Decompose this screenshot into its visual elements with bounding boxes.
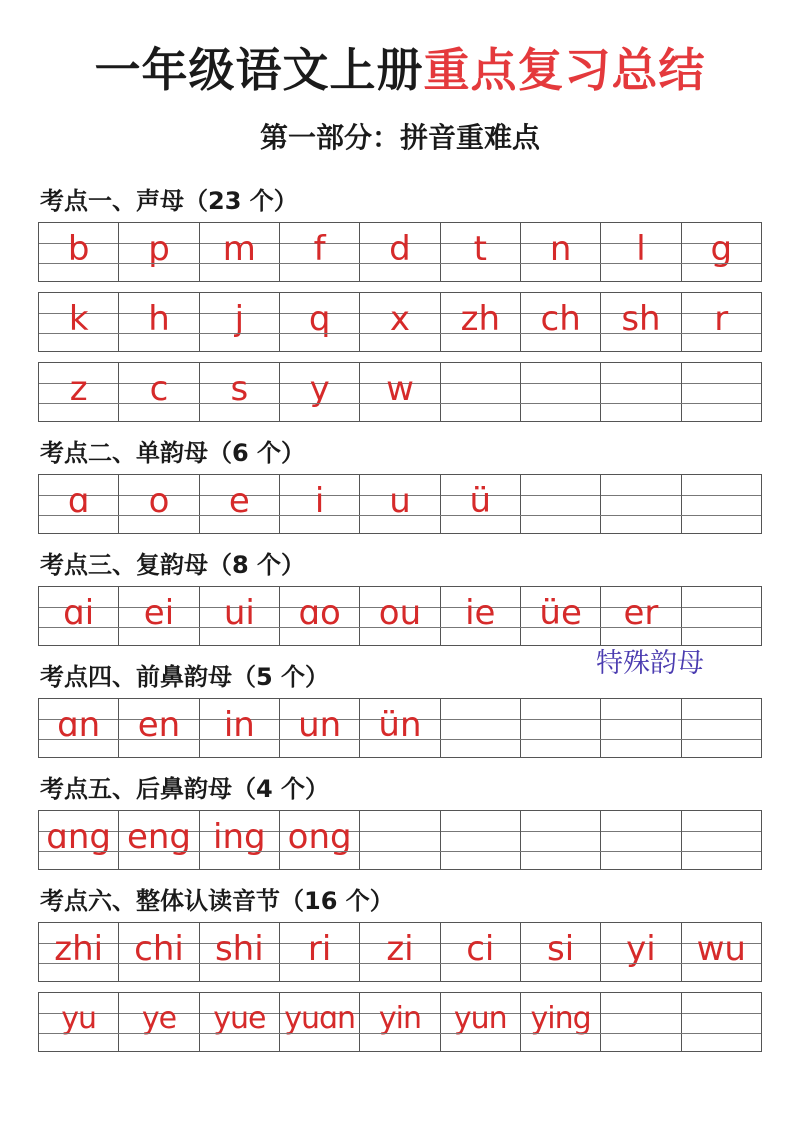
grid-cell [521, 811, 601, 869]
grid-cell [119, 363, 199, 421]
pinyin-text: w [386, 369, 414, 409]
grid-cell [280, 363, 360, 421]
pinyin-text: chi [134, 929, 184, 969]
pinyin-text: k [68, 299, 89, 339]
grid-cell [119, 993, 199, 1051]
pinyin-grid-initials-row3 [38, 362, 762, 422]
grid-cell [39, 223, 119, 281]
pinyin-grid-whole-syllables-row1 [38, 922, 762, 982]
pinyin-text: d [389, 229, 411, 269]
grid-cell [280, 923, 360, 981]
pinyin-text: m [222, 229, 256, 269]
grid-cell [441, 293, 521, 351]
grid-cell [682, 223, 761, 281]
grid-cell [200, 699, 280, 757]
grid-cell [360, 993, 440, 1051]
subtitle: 第一部分：拼音重难点 [259, 121, 540, 154]
grid-cell [360, 475, 440, 533]
grid-cell [200, 993, 280, 1051]
grid-cell [39, 587, 119, 645]
pinyin-text: q [308, 299, 331, 339]
grid-cell [280, 811, 360, 869]
pinyin-text: s [230, 369, 249, 409]
grid-cell [360, 699, 440, 757]
grid-cell [360, 923, 440, 981]
section-heading-front-nasal-finals: 考点四、前鼻韵母（5 个） [40, 663, 330, 691]
pinyin-text: p [148, 229, 170, 269]
pinyin-text: ying [530, 1001, 591, 1036]
grid-cell [441, 993, 521, 1051]
grid-cell [682, 475, 761, 533]
grid-cell [521, 475, 601, 533]
title-red-part: 重点复习总结 [423, 43, 706, 97]
grid-cell [119, 811, 199, 869]
section-heading-initials: 考点一、声母（23 个） [40, 187, 298, 215]
pinyin-text: ɑi [63, 593, 95, 633]
pinyin-text: ing [213, 817, 266, 857]
pinyin-grid-back-nasal-finals [38, 810, 762, 870]
grid-cell [441, 475, 521, 533]
pinyin-text: ui [223, 593, 255, 633]
grid-cell [119, 587, 199, 645]
grid-cell [682, 587, 761, 645]
grid-cell [601, 587, 681, 645]
pinyin-text: e [228, 481, 250, 521]
grid-cell [441, 699, 521, 757]
grid-cell [200, 223, 280, 281]
grid-cell [119, 293, 199, 351]
pinyin-text: yin [378, 1001, 422, 1036]
grid-cell [601, 363, 681, 421]
pinyin-text: n [549, 229, 572, 269]
pinyin-text: u [389, 481, 411, 521]
pinyin-text: sh [621, 299, 661, 339]
grid-cell [280, 223, 360, 281]
grid-cell [360, 293, 440, 351]
pinyin-text: yue [213, 1001, 266, 1036]
special-finals-note: 特殊韵母 [596, 648, 704, 679]
pinyin-text: yu [61, 1001, 97, 1036]
grid-cell [441, 223, 521, 281]
pinyin-text: si [547, 929, 575, 969]
grid-cell [200, 475, 280, 533]
pinyin-text: ou [378, 593, 422, 633]
pinyin-text: en [137, 705, 181, 745]
grid-cell [521, 363, 601, 421]
pinyin-text: z [69, 369, 88, 409]
grid-cell [682, 993, 761, 1051]
grid-cell [601, 993, 681, 1051]
grid-cell [360, 587, 440, 645]
pinyin-text: ong [287, 817, 352, 857]
section-heading-simple-finals: 考点二、单韵母（6 个） [40, 439, 306, 467]
pinyin-grid-initials-row2 [38, 292, 762, 352]
grid-cell [521, 587, 601, 645]
pinyin-text: ɑ [67, 481, 90, 521]
grid-cell [39, 363, 119, 421]
pinyin-text: zh [460, 299, 500, 339]
pinyin-text: j [234, 299, 245, 339]
grid-cell [200, 293, 280, 351]
pinyin-text: ri [307, 929, 332, 969]
grid-cell [601, 923, 681, 981]
pinyin-text: yun [453, 1001, 507, 1036]
grid-cell [360, 363, 440, 421]
pinyin-text: ei [143, 593, 175, 633]
pinyin-text: er [623, 593, 659, 633]
pinyin-text: ie [465, 593, 496, 633]
grid-cell [601, 475, 681, 533]
pinyin-text: y [309, 369, 330, 409]
pinyin-text: ye [141, 1001, 177, 1036]
grid-cell [200, 363, 280, 421]
grid-cell [521, 699, 601, 757]
grid-cell [360, 223, 440, 281]
pinyin-text: shi [214, 929, 264, 969]
grid-cell [39, 923, 119, 981]
pinyin-text: ɑng [46, 817, 112, 857]
pinyin-text: üe [539, 593, 582, 633]
pinyin-text: zi [386, 929, 414, 969]
pinyin-text: in [223, 705, 255, 745]
grid-cell [119, 923, 199, 981]
pinyin-text: un [298, 705, 342, 745]
pinyin-text: ɑo [298, 593, 341, 633]
section-heading-compound-finals: 考点三、复韵母（8 个） [40, 551, 306, 579]
grid-cell [360, 811, 440, 869]
pinyin-text: c [149, 369, 169, 409]
pinyin-text: eng [126, 817, 192, 857]
pinyin-text: g [710, 229, 733, 269]
page-title [0, 38, 800, 102]
grid-cell [200, 923, 280, 981]
pinyin-text: t [473, 229, 487, 269]
grid-cell [601, 699, 681, 757]
pinyin-text: yi [626, 929, 656, 969]
grid-cell [280, 699, 360, 757]
pinyin-text: l [636, 229, 646, 269]
grid-cell [521, 223, 601, 281]
grid-cell [601, 293, 681, 351]
pinyin-text: ch [540, 299, 581, 339]
pinyin-text: i [314, 481, 325, 521]
grid-cell [119, 223, 199, 281]
pinyin-grid-whole-syllables-row2 [38, 992, 762, 1052]
pinyin-text: x [389, 299, 411, 339]
grid-cell [441, 363, 521, 421]
pinyin-text: h [148, 299, 170, 339]
grid-cell [280, 587, 360, 645]
title-black-part: 一年级语文上册 [94, 43, 424, 97]
pinyin-grid-simple-finals [38, 474, 762, 534]
grid-cell [119, 475, 199, 533]
grid-cell [441, 923, 521, 981]
pinyin-text: f [313, 229, 326, 269]
grid-cell [39, 699, 119, 757]
pinyin-text: r [714, 299, 729, 339]
grid-cell [200, 587, 280, 645]
grid-cell [441, 811, 521, 869]
pinyin-grid-initials-row1 [38, 222, 762, 282]
grid-cell [441, 587, 521, 645]
grid-cell [39, 993, 119, 1051]
pinyin-text: yuɑn [284, 1001, 356, 1036]
grid-cell [682, 293, 761, 351]
pinyin-grid-front-nasal-finals [38, 698, 762, 758]
grid-cell [280, 475, 360, 533]
grid-cell [521, 923, 601, 981]
pinyin-text: ü [469, 481, 492, 521]
grid-cell [200, 811, 280, 869]
pinyin-grid-compound-finals [38, 586, 762, 646]
pinyin-text: b [67, 229, 90, 269]
grid-cell [280, 993, 360, 1051]
pinyin-text: ci [466, 929, 495, 969]
grid-cell [521, 293, 601, 351]
grid-cell [682, 923, 761, 981]
grid-cell [682, 811, 761, 869]
grid-cell [521, 993, 601, 1051]
pinyin-text: zhi [54, 929, 104, 969]
pinyin-text: ɑn [57, 705, 101, 745]
grid-cell [39, 293, 119, 351]
grid-cell [601, 223, 681, 281]
grid-cell [682, 699, 761, 757]
grid-cell [601, 811, 681, 869]
grid-cell [39, 811, 119, 869]
section-heading-back-nasal-finals: 考点五、后鼻韵母（4 个） [40, 775, 330, 803]
grid-cell [119, 699, 199, 757]
grid-cell [280, 293, 360, 351]
pinyin-text: wu [696, 929, 746, 969]
pinyin-text: ün [378, 705, 422, 745]
grid-cell [39, 475, 119, 533]
section-heading-whole-syllables: 考点六、整体认读音节（16 个） [40, 887, 394, 915]
pinyin-text: o [148, 481, 170, 521]
grid-cell [682, 363, 761, 421]
